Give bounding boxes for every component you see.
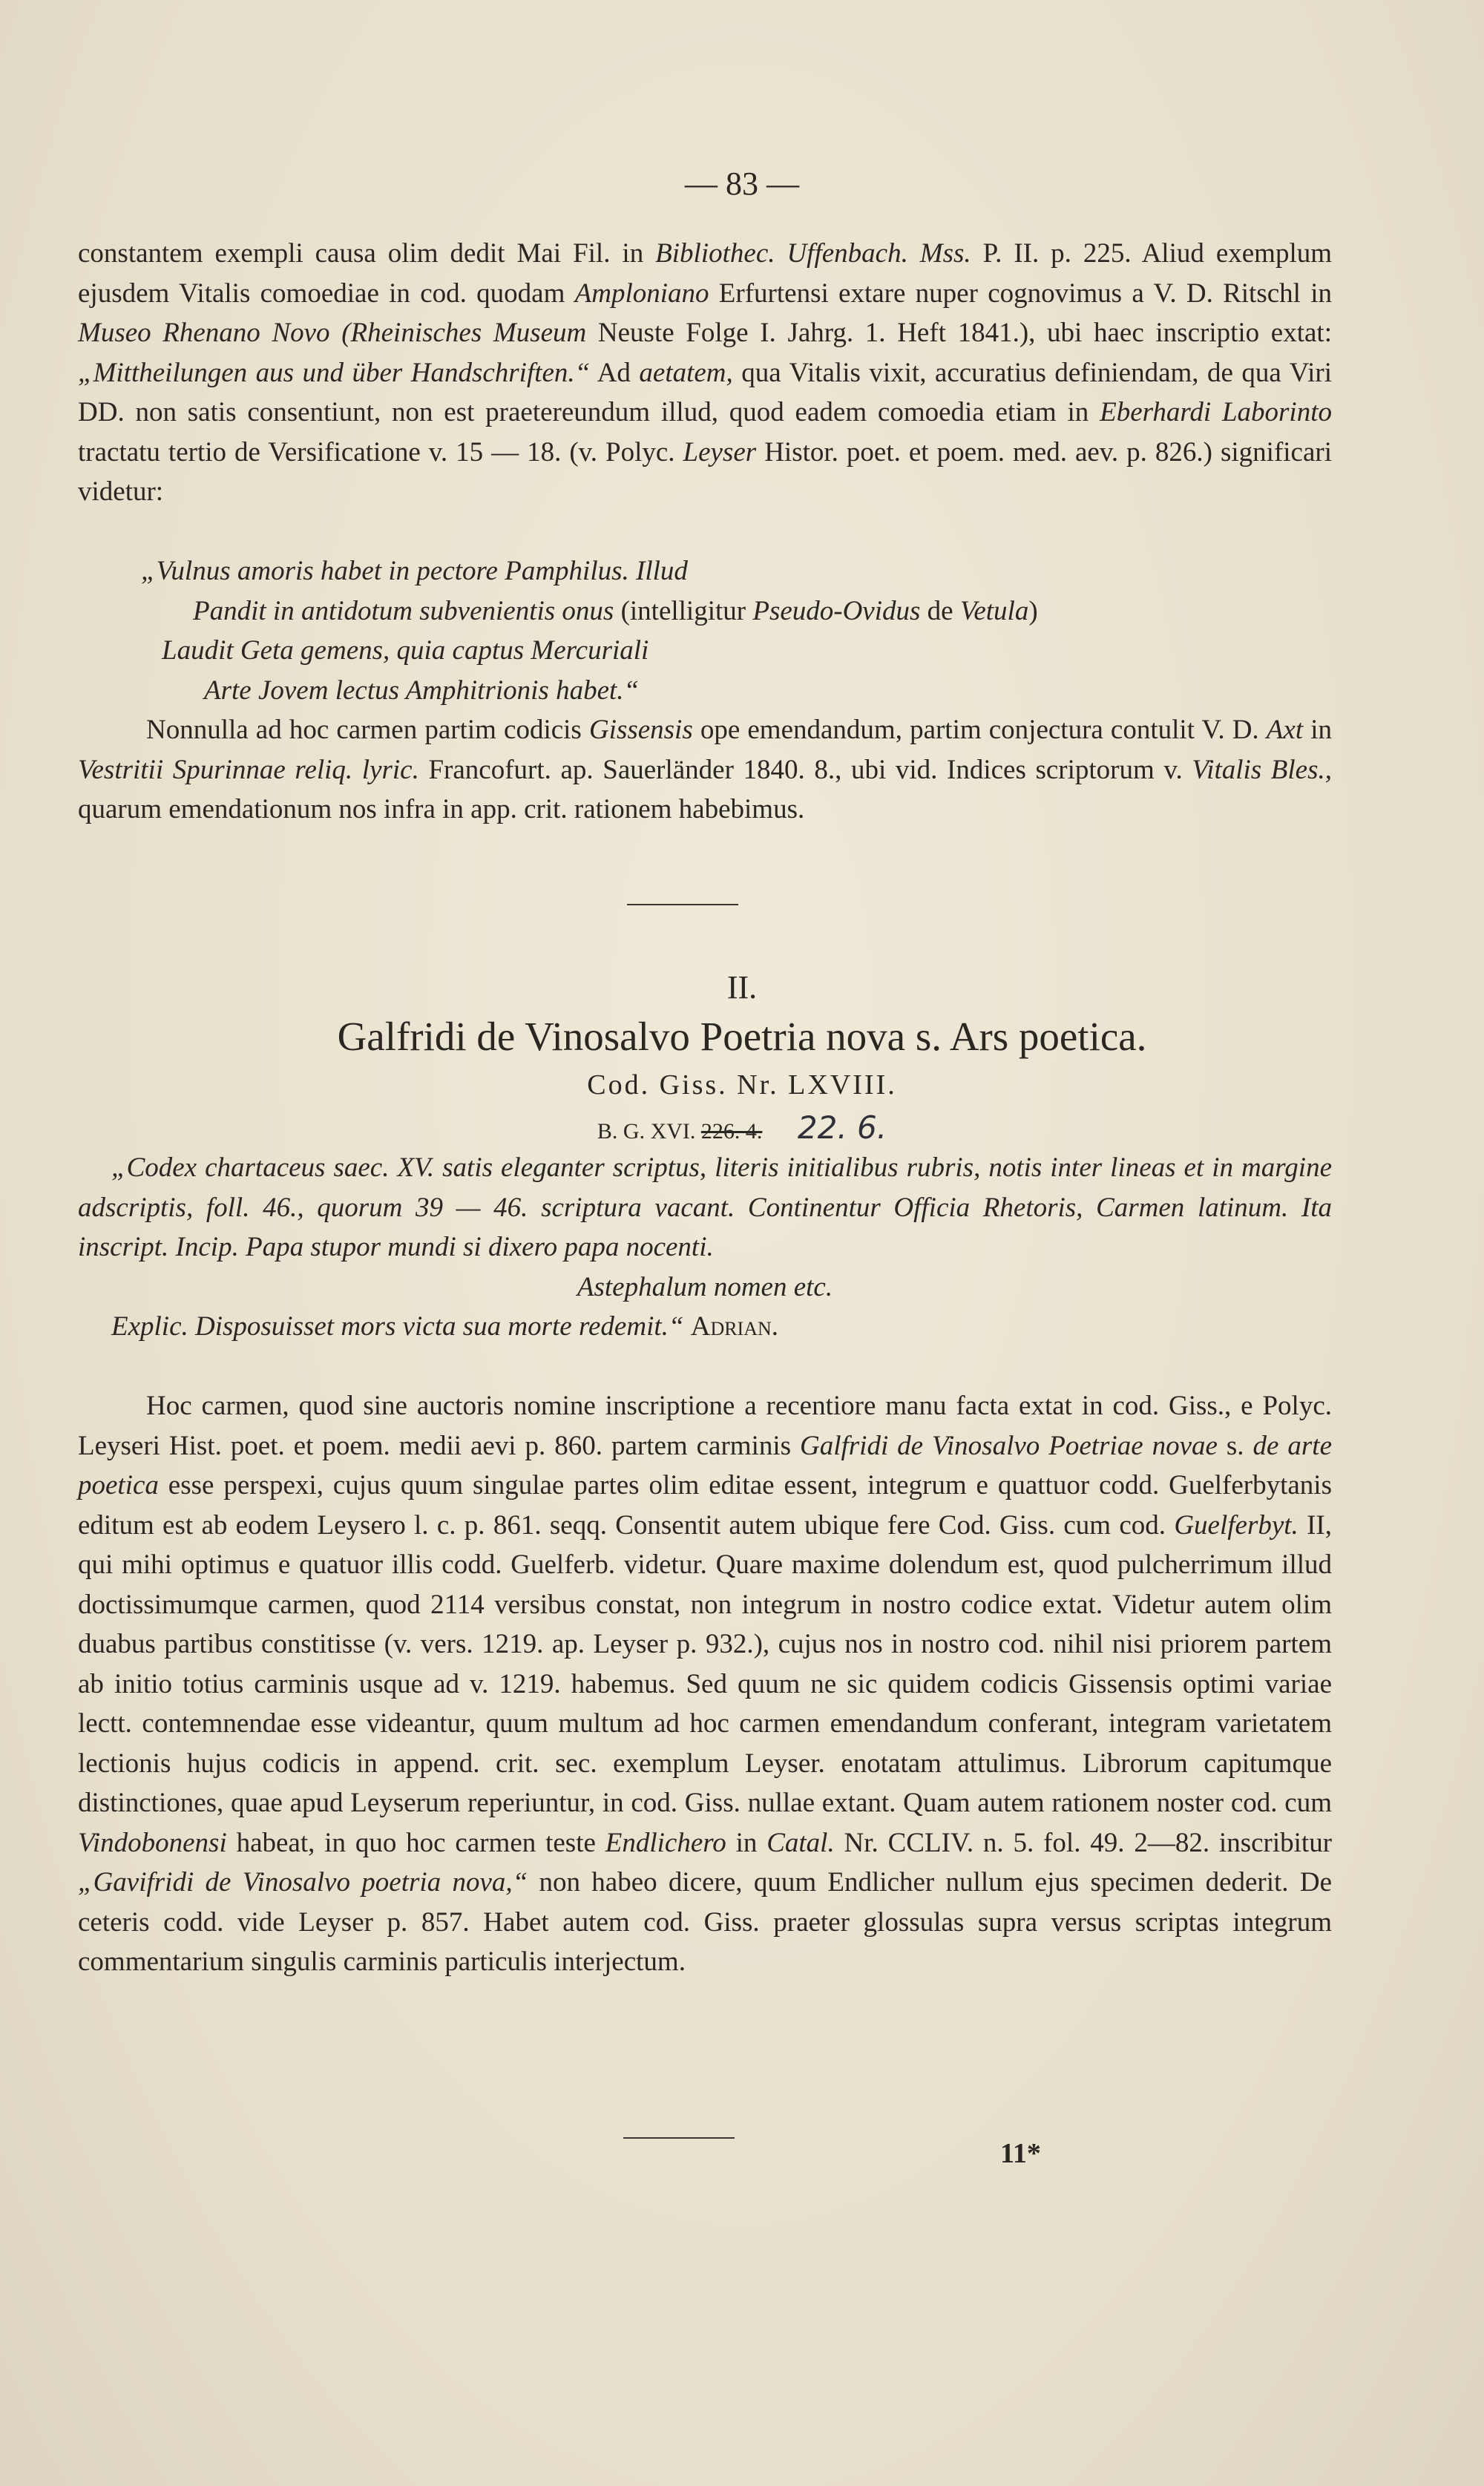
codex-label: Cod. Giss. Nr. LXVIII. (587, 1069, 897, 1101)
verse-quote (78, 551, 1332, 710)
end-rule (623, 2137, 735, 2139)
section-divider (627, 904, 738, 905)
verse-line-3: Laudit Geta gemens, quia captus Mercuriali (162, 635, 649, 666)
section-number: II. (726, 969, 758, 1006)
verse-line-2: Pandit in antidotum subvenientis onus (intelligitur Pseudo-Ovidus de Vetula) (193, 595, 1038, 626)
handwritten-shelf-number: 22. 6. (797, 1109, 887, 1146)
signature-mark: 11* (1000, 2138, 1041, 2169)
page-number: — 83 — (685, 165, 799, 202)
shelf-mark: B. G. XVI. 226. 4. 22. 6. (597, 1109, 887, 1146)
description-body: „Codex chartaceus saec. XV. satis eleganter scriptus, literis initialibus rubris, notis inter lineas et in margine adscriptis, foll. 46., quorum 39 — 46. scriptura vacant. Continentur Officia Rhetoris, Carmen latinum. Ita inscript. Incip. Papa stupor mundi si dixero papa nocenti. (78, 1152, 1332, 1262)
struck-shelf-number: 226. 4. (700, 1119, 763, 1144)
verse-line-1: „Vulnus amoris habet in pectore Pamphilus. Illud (141, 556, 688, 586)
description-explicit: Explic. Disposuisset mors victa sua morte redemit.“ Adrian. (111, 1311, 779, 1342)
section-title: Galfridi de Vinosalvo Poetria nova s. Ars poetica. (337, 1014, 1147, 1059)
description-incipit: Astephalum nomen etc. (577, 1271, 833, 1302)
main-paragraph: Hoc carmen, quod sine auctoris nomine inscriptione a recentiore manu facta extat in cod. Giss., e Polyc. Leyseri Hist. poet. et poem. medii aevi p. 860. partem carminis Galfridi de Vinosalvo Poetriae novae s. de arte poetica esse perspexi, cujus quum singulae partes olim editae essent, integrum e quattuor codd. Guelferbytanis editum est ab eodem Leysero l. c. p. 861. seqq. Consentit autem ubique fere Cod. Giss. cum cod. Guelferbyt. II, qui mihi optimus e quatuor illis codd. Guelferb. videtur. Quare maxime dolendum est, quod pulcherrimum illud doctissimumque carmen, quod 2114 versibus constat, non integrum in nostro codice extat. Videtur autem olim duabus partibus constitisse (v. vers. 1219. ap. Leyser p. 932.), cujus nos in nostro cod. nihil nisi priorem partem ab initio totius carminis usque ad v. 1219. habemus. Sed quum ne sic quidem codicis Gissensis optimi variae lectt. contemnendae esse videantur, quum multum ad hoc carmen emendandum conferant, integram varietatem lectionis hujus codicis in append. crit. sec. exemplum Leyser. enotatam attulimus. Librorum capitumque distinctiones, quae apud Leyserum reperiuntur, in cod. Giss. nullae extant. Quam autem rationem noster cod. cum Vindobonensi habeat, in quo hoc carmen teste Endlichero in Catal. Nr. CCLIV. n. 5. fol. 49. 2—82. inscribitur „Gavifridi de Vinosalvo poetria nova,“ non habeo dicere, quum Endlicher nullum ejus specimen dederit. De ceteris codd. vide Leyser p. 857. Habet autem cod. Giss. praeter glossulas supra versus scriptas integrum commentarium singulis carminis particulis interjectum. (78, 1391, 1333, 1977)
verse-line-4: Arte Jovem lectus Amphitrionis habet.“ (204, 675, 640, 706)
codex-description (78, 1148, 1332, 1347)
top-paragraph: constantem exempli causa olim dedit Mai Fil. in Bibliothec. Uffenbach. Mss. P. II. p. 225. Aliud exemplum ejusdem Vitalis comoediae in cod. quodam Amploniano Erfurtensi extare nuper cognovimus a V. D. Ritschl in Museo Rhenano Novo (Rheinisches Museum Neuste Folge I. Jahrg. 1. Heft 1841.), ubi haec inscriptio extat: „Mittheilungen aus und über Handschriften.“ Ad aetatem, qua Vitalis vixit, accuratius definiendam, de qua Viri DD. non satis consentiunt, non est praetereundum illud, quod eadem comoedia etiam in Eberhardi Laborinto tractatu tertio de Versificatione v. 15 — 18. (v. Polyc. Leyser Histor. poet. et poem. med. aev. p. 826.) significari videtur: (78, 238, 1333, 507)
second-paragraph: Nonnulla ad hoc carmen partim codicis Gissensis ope emendandum, partim conjectura contulit V. D. Axt in Vestritii Spurinnae reliq. lyric. Francofurt. ap. Sauerländer 1840. 8., ubi vid. Indices scriptorum v. Vitalis Bles., quarum emendationum nos infra in app. crit. rationem habebimus. (78, 715, 1332, 824)
